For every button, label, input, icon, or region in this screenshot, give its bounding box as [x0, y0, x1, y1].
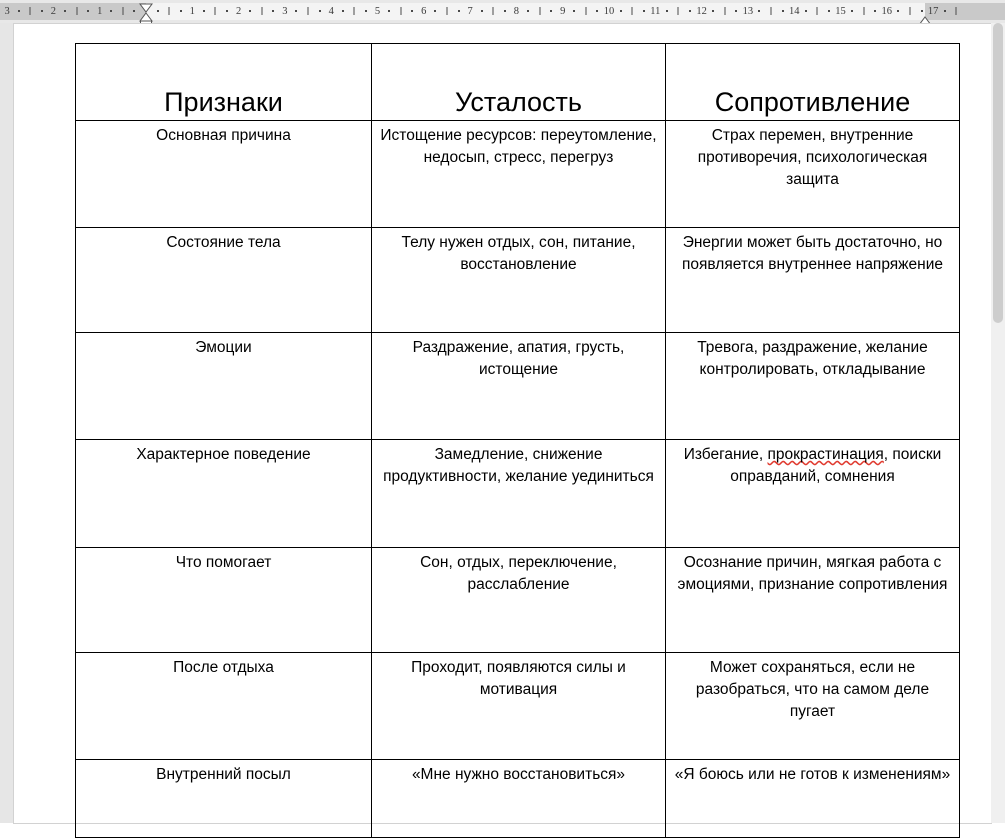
ruler-tick	[921, 10, 923, 12]
spellcheck-misspelled-word[interactable]: прокрастинация	[767, 446, 884, 463]
ruler-text-area	[146, 3, 925, 20]
ruler-tick	[735, 10, 737, 12]
ruler-tick	[724, 7, 725, 15]
ruler-tick	[342, 10, 344, 12]
ruler-label-15: 15	[835, 6, 846, 17]
vertical-scrollbar[interactable]	[991, 23, 1005, 823]
ruler-tick	[400, 7, 401, 15]
table-row	[76, 228, 960, 333]
ruler-tick	[678, 7, 679, 15]
ruler-tick	[434, 10, 436, 12]
ruler-tick	[354, 7, 355, 15]
ruler-label-11: 11	[650, 6, 661, 17]
ruler-tick	[573, 10, 575, 12]
table-cell-resistance: Тревога, раздражение, желание контролировать, откладывание	[666, 333, 960, 440]
table-row	[76, 121, 960, 228]
ruler-tick	[203, 10, 205, 12]
ruler-tick	[666, 10, 668, 12]
ruler-tick	[504, 10, 506, 12]
ruler-tick	[782, 10, 784, 12]
ruler-tick	[596, 10, 598, 12]
ruler-tick	[956, 7, 957, 15]
ruler-tick	[169, 7, 170, 15]
resistance-text-suffix: , поиски оправданий, сомнения	[730, 446, 942, 485]
ruler-tick	[18, 10, 20, 12]
ruler-tick	[851, 10, 853, 12]
table-cell-fatigue: Проходит, появляются силы и мотивация	[372, 653, 666, 760]
ruler-tick	[87, 10, 89, 12]
resistance-text-prefix: Избегание,	[683, 446, 768, 463]
ruler-tick	[411, 10, 413, 12]
document-canvas	[0, 23, 1005, 823]
ruler-tick	[122, 7, 123, 15]
table-header-row	[76, 44, 960, 121]
table-cell-fatigue: Сон, отдых, переключение, расслабление	[372, 548, 666, 653]
table-cell-fatigue: Замедление, снижение продуктивности, желание уединиться	[372, 440, 666, 548]
ruler-tick	[157, 10, 159, 12]
ruler-left-margin-area	[0, 3, 146, 20]
table-cell-resistance: Осознание причин, мягкая работа с эмоциями, признание сопротивления	[666, 548, 960, 653]
table-cell-feature: Эмоции	[76, 333, 372, 440]
comparison-table[interactable]	[75, 43, 960, 838]
table-cell-resistance	[666, 440, 960, 548]
ruler-tick	[863, 7, 864, 15]
table-cell-feature: Характерное поведение	[76, 440, 372, 548]
ruler-label-17: 17	[927, 6, 939, 17]
ruler-tick	[388, 10, 390, 12]
ruler-tick	[944, 10, 946, 12]
scrollbar-thumb[interactable]	[993, 23, 1003, 323]
ruler-tick	[64, 10, 66, 12]
ruler-tick	[295, 10, 297, 12]
ruler-tick	[828, 10, 830, 12]
hourglass-indent-marker[interactable]	[139, 3, 153, 24]
table-cell-fatigue: Раздражение, апатия, грусть, истощение	[372, 333, 666, 440]
table-cell-feature: Внутренний посыл	[76, 760, 372, 838]
horizontal-ruler[interactable]	[0, 0, 1005, 24]
ruler-track[interactable]	[0, 3, 1005, 20]
ruler-tick	[481, 10, 483, 12]
ruler-tick	[585, 7, 586, 15]
ruler-tick	[689, 10, 691, 12]
ruler-label-2: 2	[235, 6, 242, 17]
ruler-tick	[897, 10, 899, 12]
ruler-tick	[493, 7, 494, 15]
table-row	[76, 760, 960, 838]
ruler-tick	[76, 7, 77, 15]
table-cell-feature: Основная причина	[76, 121, 372, 228]
ruler-tick	[817, 7, 818, 15]
ruler-tick	[110, 10, 112, 12]
ruler-tick	[319, 10, 321, 12]
ruler-tick	[215, 7, 216, 15]
ruler-label-left-3: 3	[4, 6, 10, 17]
ruler-tick	[249, 10, 251, 12]
table-cell-feature: После отдыха	[76, 653, 372, 760]
ruler-tick	[758, 10, 760, 12]
table-cell-feature: Что помогает	[76, 548, 372, 653]
table-row	[76, 333, 960, 440]
ruler-label-13: 13	[742, 6, 754, 17]
ruler-tick	[272, 10, 274, 12]
ruler-label-1: 1	[189, 6, 195, 17]
ruler-tick	[874, 10, 876, 12]
ruler-label-8: 8	[513, 6, 520, 17]
ruler-label-14: 14	[788, 6, 800, 17]
ruler-label-9: 9	[560, 6, 566, 17]
ruler-label-10: 10	[603, 6, 615, 17]
ruler-tick	[712, 10, 714, 12]
ruler-label-4: 4	[328, 6, 334, 17]
ruler-label-7: 7	[467, 6, 473, 17]
ruler-tick	[632, 7, 633, 15]
ruler-label-16: 16	[881, 6, 893, 17]
table-header-cell-resistance: Сопротивление	[666, 44, 960, 121]
document-page[interactable]	[14, 24, 991, 823]
table-row	[76, 440, 960, 548]
ruler-tick	[458, 10, 460, 12]
ruler-tick	[771, 7, 772, 15]
ruler-label-12: 12	[696, 6, 707, 17]
table-cell-resistance: «Я боюсь или не готов к изменениям»	[666, 760, 960, 838]
ruler-tick	[261, 7, 262, 15]
ruler-tick	[133, 10, 135, 12]
table-header-cell-features: Признаки	[76, 44, 372, 121]
ruler-tick	[909, 7, 910, 15]
ruler-tick	[41, 10, 43, 12]
ruler-label-left-1: 1	[97, 6, 103, 17]
ruler-tick	[643, 10, 645, 12]
ruler-label-6: 6	[421, 6, 427, 17]
ruler-tick	[550, 10, 552, 12]
table-cell-fatigue: «Мне нужно восстановиться»	[372, 760, 666, 838]
ruler-tick	[226, 10, 228, 12]
table-cell-fatigue: Истощение ресурсов: переутомление, недосып, стресс, перегруз	[372, 121, 666, 228]
table-cell-resistance: Страх перемен, внутренние противоречия, психологическая защита	[666, 121, 960, 228]
ruler-label-left-2: 2	[50, 6, 57, 17]
table-row	[76, 653, 960, 760]
table-header-cell-fatigue: Усталость	[372, 44, 666, 121]
ruler-tick	[365, 10, 367, 12]
table-cell-fatigue: Телу нужен отдых, сон, питание, восстановление	[372, 228, 666, 333]
table-row	[76, 548, 960, 653]
table-cell-resistance: Энергии может быть достаточно, но появляется внутреннее напряжение	[666, 228, 960, 333]
ruler-tick	[308, 7, 309, 15]
ruler-tick	[527, 10, 529, 12]
ruler-tick	[539, 7, 540, 15]
table-cell-resistance: Может сохраняться, если не разобраться, что на самом деле пугает	[666, 653, 960, 760]
ruler-tick	[180, 10, 182, 12]
ruler-label-3: 3	[282, 6, 288, 17]
ruler-tick	[446, 7, 447, 15]
ruler-tick	[30, 7, 31, 15]
ruler-tick	[620, 10, 622, 12]
ruler-tick	[805, 10, 807, 12]
ruler-label-5: 5	[374, 6, 381, 17]
table-cell-feature: Состояние тела	[76, 228, 372, 333]
